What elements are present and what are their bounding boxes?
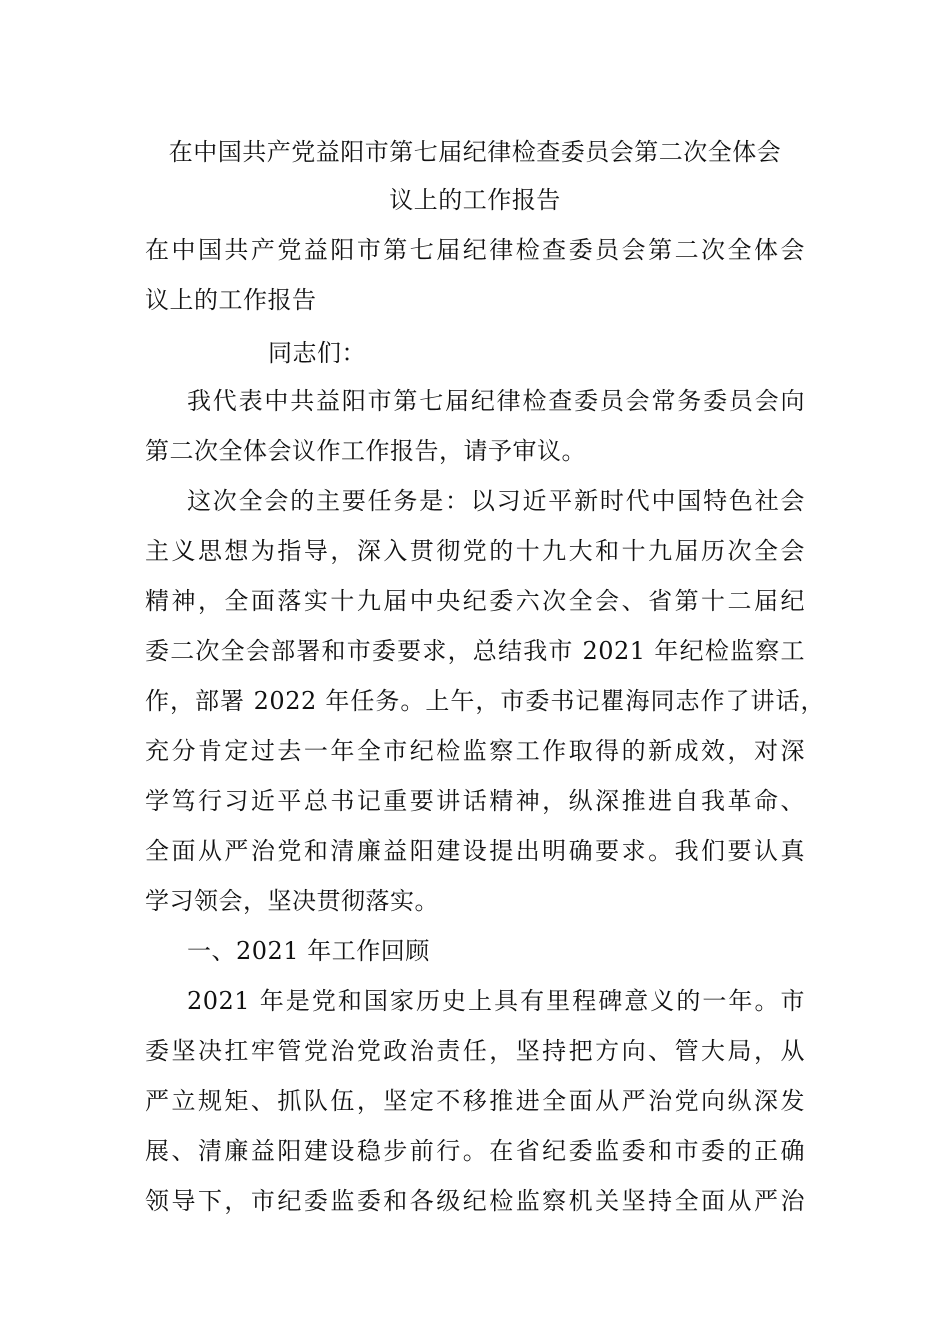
paragraph-3-line: 严立规矩、抓队伍，坚定不移推进全面从严治党向纵深发 — [145, 1087, 805, 1115]
paragraph-2-line: 这次全会的主要任务是：以习近平新时代中国特色社会 — [187, 487, 805, 515]
salutation: 同志们： — [268, 339, 366, 367]
paragraph-3-line: 领导下，市纪委监委和各级纪检监察机关坚持全面从严治 — [145, 1187, 805, 1215]
paragraph-1-line: 我代表中共益阳市第七届纪律检查委员会常务委员会向 — [187, 387, 805, 415]
paragraph-2-line: 全面从严治党和清廉益阳建设提出明确要求。我们要认真 — [145, 837, 805, 865]
paragraph-3-line: 2021 年是党和国家历史上具有里程碑意义的一年。市 — [187, 987, 805, 1015]
paragraph-2-line: 精神，全面落实十九届中央纪委六次全会、省第十二届纪 — [145, 587, 805, 615]
document-title-line-2: 议上的工作报告 — [389, 186, 561, 214]
paragraph-3-line: 展、清廉益阳建设稳步前行。在省纪委监委和市委的正确 — [145, 1137, 805, 1165]
paragraph-2-line: 主义思想为指导，深入贯彻党的十九大和十九届历次全会 — [145, 537, 805, 565]
paragraph-2-line: 充分肯定过去一年全市纪检监察工作取得的新成效，对深 — [145, 737, 805, 765]
document-title-line-1: 在中国共产党益阳市第七届纪律检查委员会第二次全体会 — [168, 138, 782, 166]
section-1-heading: 一、2021 年工作回顾 — [187, 937, 430, 965]
paragraph-2-line: 学习领会，坚决贯彻落实。 — [145, 887, 439, 915]
paragraph-2-line: 学笃行习近平总书记重要讲话精神，纵深推进自我革命、 — [145, 787, 805, 815]
document-subtitle-line-2: 议上的工作报告 — [145, 286, 317, 314]
paragraph-3-line: 委坚决扛牢管党治党政治责任，坚持把方向、管大局，从 — [145, 1037, 805, 1065]
paragraph-2-line: 作，部署 2022 年任务。上午，市委书记瞿海同志作了讲话， — [145, 687, 825, 715]
paragraph-2-line: 委二次全会部署和市委要求，总结我市 2021 年纪检监察工 — [145, 637, 805, 665]
paragraph-1-line: 第二次全体会议作工作报告，请予审议。 — [145, 437, 586, 465]
document-subtitle-line-1: 在中国共产党益阳市第七届纪律检查委员会第二次全体会 — [145, 236, 805, 264]
